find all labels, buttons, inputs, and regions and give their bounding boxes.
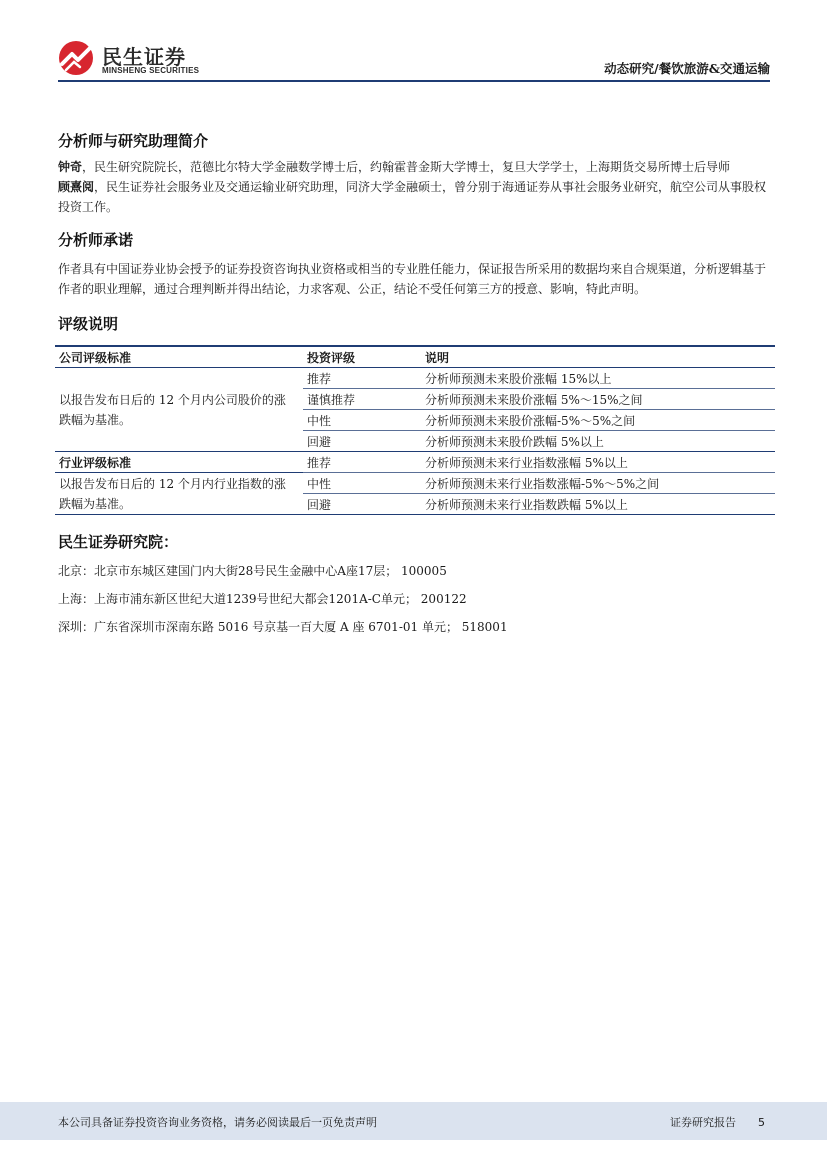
institute-section-title: 民生证券研究院： xyxy=(58,533,179,551)
analyst-bio-text: ，民生证券社会服务业及交通运输业研究助理，同济大学金融硕士，曾分别于海通证券从事社会服务业研究，航空公司从事股权投资工作。 xyxy=(58,180,767,214)
page-number: 5 xyxy=(758,1116,765,1129)
address-beijing: 北京：北京市东城区建国门内大街28号民生金融中心A座17层； 100005 xyxy=(58,564,447,578)
table-row xyxy=(55,368,775,389)
header-rating: 投资评级 xyxy=(307,350,356,365)
rating-value: 中性 xyxy=(303,473,421,494)
rating-desc: 分析师预测未来行业指数跌幅 5%以上 xyxy=(421,494,775,515)
industry-basis: 以报告发布日后的 12 个月内行业指数的涨跌幅为基准。 xyxy=(55,473,303,515)
commitment-text: 作者具有中国证券业协会授予的证券投资咨询执业资格或相当的专业胜任能力，保证报告所采用的数据均来自合规渠道，分析逻辑基于作者的职业理解，通过合理判断并得出结论，力求客观、公正，结论不受任何第三方的授意、影响，特此声明。 xyxy=(58,262,767,296)
header-divider xyxy=(58,80,770,82)
rating-value: 回避 xyxy=(303,494,421,515)
rating-table-header xyxy=(55,346,775,368)
rating-table xyxy=(55,345,775,515)
footer-right xyxy=(670,1114,765,1130)
commitment-section-title: 分析师承诺 xyxy=(58,231,134,249)
rating-desc: 分析师预测未来股价跌幅 5%以上 xyxy=(421,431,775,452)
header-desc: 说明 xyxy=(425,350,450,365)
rating-desc: 分析师预测未来行业指数涨幅-5%～5%之间 xyxy=(421,473,775,494)
rating-desc: 分析师预测未来行业指数涨幅 5%以上 xyxy=(421,452,775,473)
logo-chinese-name: 民生证券 xyxy=(102,45,186,69)
analyst-bio-1 xyxy=(58,157,770,177)
rating-value: 推荐 xyxy=(303,452,421,473)
rating-desc: 分析师预测未来股价涨幅 15%以上 xyxy=(421,368,775,389)
header-standard: 公司评级标准 xyxy=(59,350,132,365)
rating-value: 回避 xyxy=(303,431,421,452)
rating-desc: 分析师预测未来股价涨幅-5%～5%之间 xyxy=(421,410,775,431)
company-logo xyxy=(58,38,218,80)
page-footer xyxy=(0,1102,827,1140)
page-content xyxy=(58,130,770,637)
industry-header-row xyxy=(55,452,775,473)
page-header xyxy=(58,38,770,82)
analyst-bio-text: ，民生研究院院长，范德比尔特大学金融数学博士后，约翰霍普金斯大学博士，复旦大学学士，上海期货交易所博士后导师 xyxy=(82,160,731,174)
company-basis: 以报告发布日后的 12 个月内公司股价的涨跌幅为基准。 xyxy=(55,368,303,452)
rating-value: 中性 xyxy=(303,410,421,431)
address-shenzhen: 深圳：广东省深圳市深南东路 5016 号京基一百大厦 A 座 6701-01 单元； 518001 xyxy=(58,620,508,634)
logo-english-name: MINSHENG SECURITIES xyxy=(102,66,200,75)
footer-disclaimer: 本公司具备证券投资咨询业务资格，请务必阅读最后一页免责声明 xyxy=(58,1116,377,1129)
header-industry-standard: 行业评级标准 xyxy=(55,452,303,473)
address-shanghai: 上海：上海市浦东新区世纪大道1239号世纪大都会1201A-C单元； 200122 xyxy=(58,592,467,606)
rating-value: 谨慎推荐 xyxy=(303,389,421,410)
table-row xyxy=(55,473,775,494)
rating-section-title: 评级说明 xyxy=(58,315,119,333)
rating-desc: 分析师预测未来股价涨幅 5%～15%之间 xyxy=(421,389,775,410)
footer-report-type: 证券研究报告 xyxy=(670,1116,736,1129)
analyst-bio-2 xyxy=(58,177,770,217)
report-category: 动态研究/餐饮旅游&交通运输 xyxy=(604,61,770,76)
rating-value: 推荐 xyxy=(303,368,421,389)
analyst-name: 顾熹阅 xyxy=(58,180,95,194)
analyst-name: 钟奇 xyxy=(58,160,83,174)
analysts-section-title: 分析师与研究助理简介 xyxy=(58,132,209,150)
minsheng-logo-icon xyxy=(58,40,96,76)
